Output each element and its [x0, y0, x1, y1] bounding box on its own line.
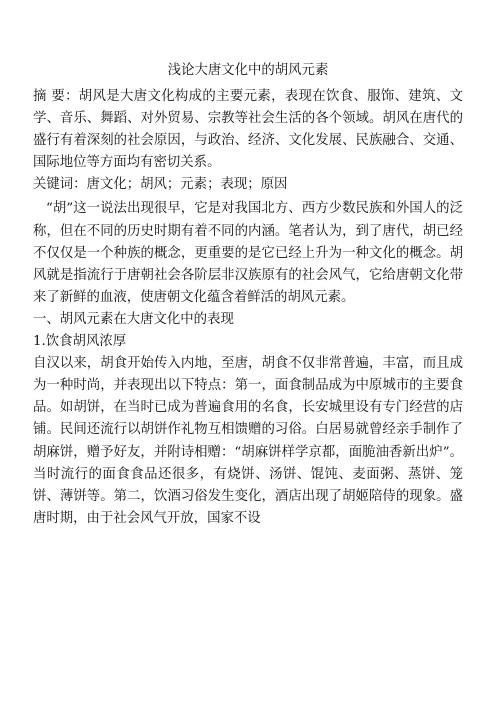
abstract-paragraph: 摘 要：胡风是大唐文化构成的主要元素，表现在饮食、服饰、建筑、文学、音乐、舞蹈、对外贸易、宗教等社会生活的各个领域。胡风在唐代的盛行有着深刻的社会原因，与政治、经济、文化发展、民族融合、交通、国际地位等方面均有密切关系。 [33, 89, 463, 171]
document-body [33, 60, 463, 530]
keywords-line: 关键词：唐文化；胡风；元素；表现；原因 [33, 177, 288, 193]
section-heading: 一、胡风元素在大唐文化中的表现 [33, 311, 234, 327]
document-title: 浅论大唐文化中的胡风元素 [167, 63, 329, 78]
intro-paragraph: “胡”这一说法出现很早，它是对我国北方、西方少数民族和外国人的泛称，但在不同的历史时期有着不同的内涵。笔者认为，到了唐代，胡已经不仅仅是一个种族的概念，更重要的是它已经上升为一种文化的概念。胡风就是指流行于唐朝社会各阶层非汉族原有的社会风气，它给唐朝文化带来了新鲜的血液，使唐朝文化蕴含着鲜活的胡风元素。 [33, 201, 463, 305]
body-paragraph: 自汉以来，胡食开始传入内地，至唐，胡食不仅非常普遍，丰富，而且成为一种时尚，并表现出以下特点：第一，面食制品成为中原城市的主要食品。如胡饼，在当时已成为普遍食用的名食，长安城里设有专门经营的店铺。民间还流行以胡饼作礼物互相馈赠的习俗。白居易就曾经亲手制作了胡麻饼，赠予好友，并附诗相赠：“胡麻饼样学京都，面脆油香新出炉”。当时流行的面食食品还很多，有烧饼、汤饼、馄饨、麦面粥、蒸饼、笼饼、薄饼等。第二，饮酒习俗发生变化，酒店出现了胡姬陪侍的现象。盛唐时期，由于社会风气开放，国家不设 [33, 356, 463, 526]
subsection-heading: 1.饮食胡风浓厚 [33, 334, 127, 350]
